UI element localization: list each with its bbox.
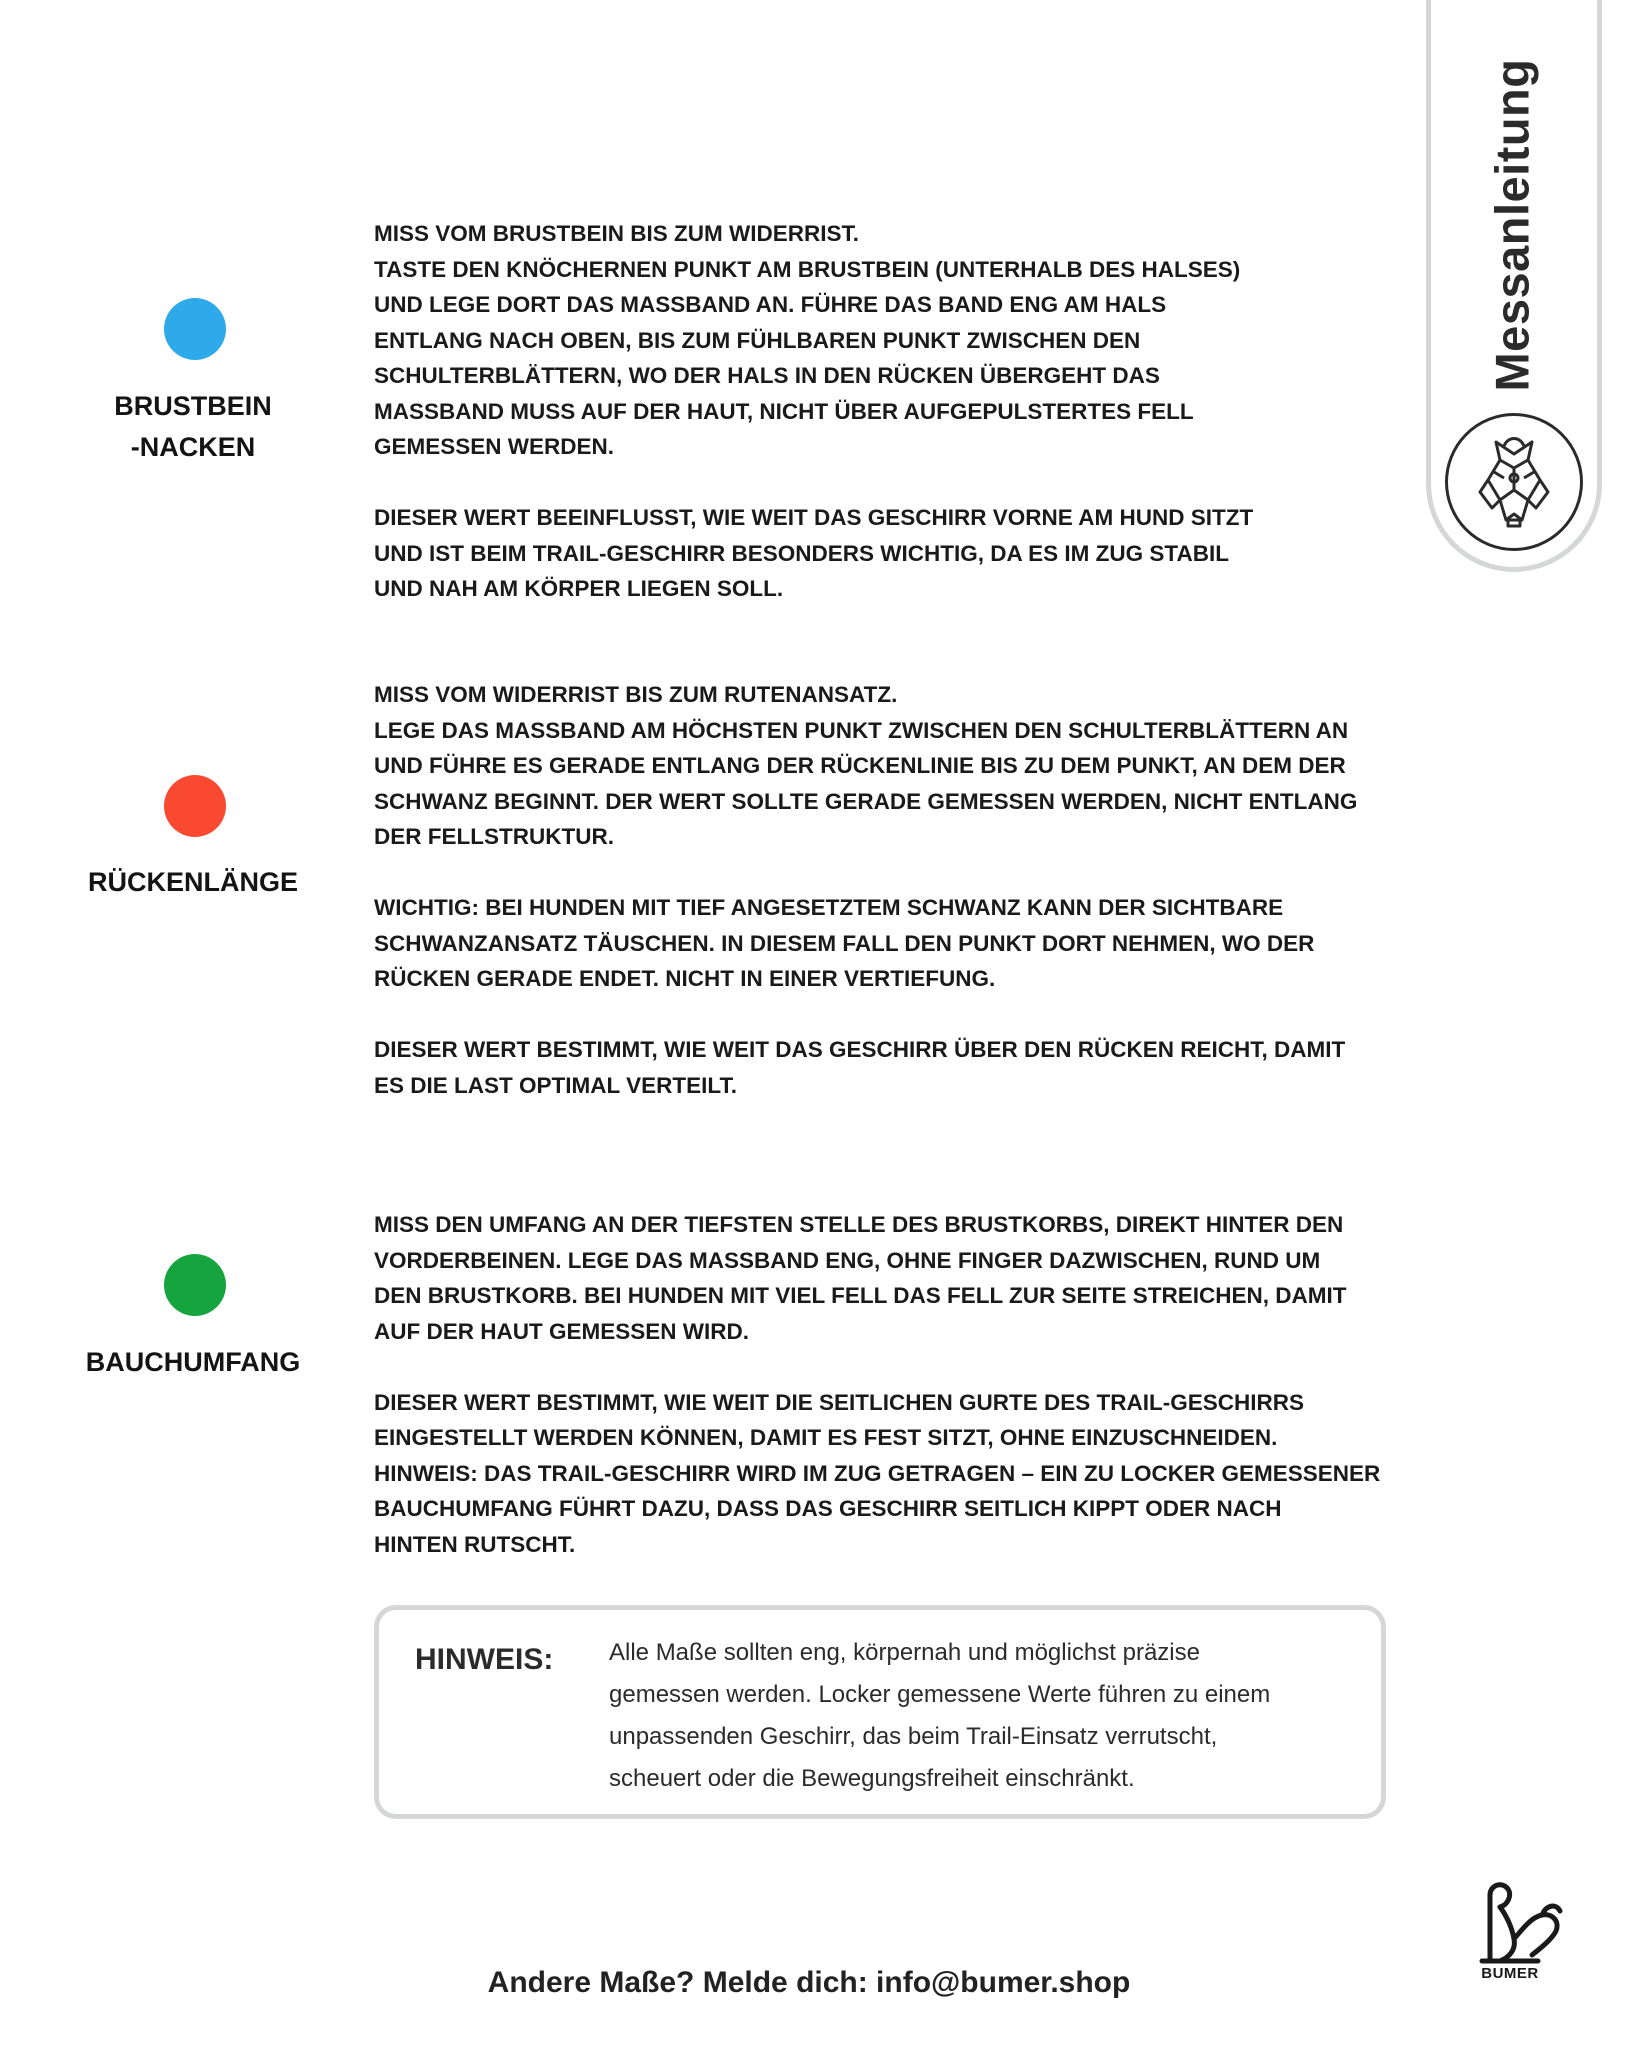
- side-tab-title: Messanleitung: [1485, 58, 1539, 392]
- section-paragraph: DIESER WERT BEEINFLUSST, WIE WEIT DAS GESCHIRR VORNE AM HUND SITZT UND IST BEIM TRAIL-GESCHIRR BESONDERS WICHTIG, DA ES IM ZUG STABIL UND NAH AM KÖRPER LIEGEN SOLL.: [374, 505, 1254, 601]
- section-text: [374, 216, 1394, 642]
- section-text: [374, 1207, 1394, 1598]
- note-box: [374, 1605, 1386, 1819]
- note-text: Alle Maße sollten eng, körpernah und möglichst präzise gemessen werden. Locker gemessene Werte führen zu einem unpassenden Geschirr, das beim Trail-Einsatz verrutscht, scheuert oder die Bewegungsfreiheit einschränkt.: [609, 1639, 1271, 1792]
- section-paragraph: MISS VOM BRUSTBEIN BIS ZUM WIDERRIST. TASTE DEN KNÖCHERNEN PUNKT AM BRUSTBEIN (UNTERHALB DES HALSES) UND LEGE DORT DAS MASSBAND AN. FÜHRE DAS BAND ENG AM HALS ENTLANG NACH OBEN, BIS ZUM FÜHLBAREN PUNKT ZWISCHEN DEN SCHULTERBLÄTTERN, WO DER HALS IN DEN RÜCKEN ÜBERGEHT DAS MASSBAND MUSS AUF DER HAUT, NICHT ÜBER AUFGEPULSTERTES FELL GEMESSEN WERDEN.: [374, 221, 1241, 459]
- section-text: [374, 677, 1394, 1139]
- harness-icon: [1445, 413, 1583, 551]
- note-label: HINWEIS:: [415, 1643, 554, 1676]
- section-paragraph: DIESER WERT BESTIMMT, WIE WEIT DIE SEITLICHEN GURTE DES TRAIL-GESCHIRRS EINGESTELLT WERDEN KÖNNEN, DAMIT ES FEST SITZT, OHNE EINZUSCHNEIDEN. HINWEIS: DAS TRAIL-GESCHIRR WIRD IM ZUG GETRAGEN – EIN ZU LOCKER GEMESSENER BAUCHUMFANG FÜHRT DAZU, DASS DAS GESCHIRR SEITLICH KIPPT ODER NACH HINTEN RUTSCHT.: [374, 1389, 1381, 1557]
- section-label: BAUCHUMFANG: [85, 1347, 301, 1377]
- brand-name: BUMER: [1481, 1965, 1539, 1982]
- red-dot: [164, 775, 226, 837]
- blue-dot: [164, 298, 226, 360]
- section-label: BRUSTBEIN -NACKEN: [114, 391, 272, 462]
- section-paragraph: MISS DEN UMFANG AN DER TIEFSTEN STELLE DES BRUSTKORBS, DIREKT HINTER DEN VORDERBEINEN. LEGE DAS MASSBAND ENG, OHNE FINGER DAZWISCHEN, RUND UM DEN BRUSTKORB. BEI HUNDEN MIT VIEL FELL DAS FELL ZUR SEITE STREICHEN, DAMIT AUF DER HAUT GEMESSEN WIRD.: [374, 1212, 1347, 1344]
- section-paragraph: DIESER WERT BESTIMMT, WIE WEIT DAS GESCHIRR ÜBER DEN RÜCKEN REICHT, DAMIT ES DIE LAST OPTIMAL VERTEILT.: [374, 1037, 1346, 1098]
- section-paragraph: WICHTIG: BEI HUNDEN MIT TIEF ANGESETZTEM SCHWANZ KANN DER SICHTBARE SCHWANZANSATZ TÄUSCHEN. IN DIESEM FALL DEN PUNKT DORT NEHMEN, WO DER RÜCKEN GERADE ENDET. NICHT IN EINER VERTIEFUNG.: [374, 895, 1315, 991]
- section-label: RÜCKENLÄNGE: [87, 867, 298, 897]
- section-paragraph: MISS VOM WIDERRIST BIS ZUM RUTENANSATZ. LEGE DAS MASSBAND AM HÖCHSTEN PUNKT ZWISCHEN DEN SCHULTERBLÄTTERN AN UND FÜHRE ES GERADE ENTLANG DER RÜCKENLINIE BIS ZU DEM PUNKT, AN DEM DER SCHWANZ BEGINNT. DER WERT SOLLTE GERADE GEMESSEN WERDEN, NICHT ENTLANG DER FELLSTRUKTUR.: [374, 682, 1358, 849]
- footer-contact[interactable]: Andere Maße? Melde dich: info@bumer.shop: [487, 1966, 1131, 1999]
- green-dot: [164, 1254, 226, 1316]
